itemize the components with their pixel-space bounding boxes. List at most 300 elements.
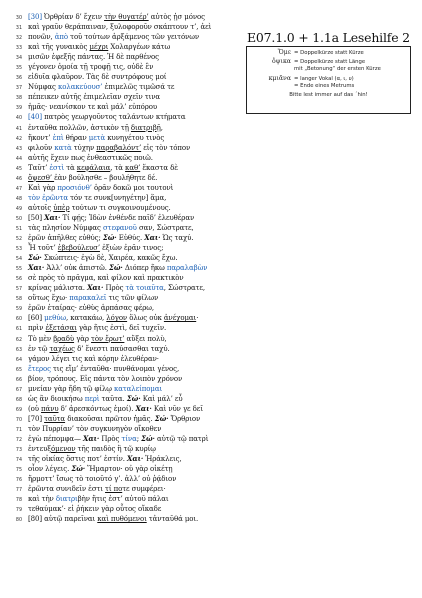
greek-text-block xyxy=(4,12,224,524)
text-line xyxy=(4,374,224,384)
line-text xyxy=(28,82,174,92)
text-segment: κατὰ xyxy=(54,143,72,152)
text-line xyxy=(4,82,224,92)
text-line xyxy=(4,112,224,122)
text-segment: τεθαύμακ’· εἰ ῥήκειν γὰρ οὗτος οἴκαδε xyxy=(28,505,162,514)
line-number: 41 xyxy=(15,126,22,132)
text-segment: [70] xyxy=(28,414,45,423)
text-line xyxy=(4,474,224,484)
text-line xyxy=(4,243,224,253)
text-segment: κολακεύουσ’ xyxy=(58,83,103,92)
line-number: 70 xyxy=(15,417,22,423)
text-segment: ἐνταῦθα πολλῶν, ἀστικὸν τῇ xyxy=(28,123,131,132)
line-text xyxy=(28,273,184,283)
text-segment: [40] xyxy=(28,113,45,122)
line-text xyxy=(28,233,193,243)
text-segment: ἐβεβούλευσ’ xyxy=(57,244,100,253)
line-text xyxy=(28,62,153,72)
line-text xyxy=(28,72,166,82)
text-segment: ἀπὸ xyxy=(54,33,69,42)
line-number: 38 xyxy=(15,96,22,102)
line-text xyxy=(28,404,203,414)
line-number: 78 xyxy=(15,498,22,504)
text-segment: ἡμᾶς· νεανίσκον τε καὶ μάλ’ εὐπόρου xyxy=(28,103,158,112)
text-segment: ἐστὶ xyxy=(49,163,65,172)
text-segment: ἐγὼ πέπομφα— xyxy=(28,434,84,443)
line-number: 68 xyxy=(15,397,22,403)
line-text xyxy=(28,213,194,223)
text-segment: βὴν ἥτις ἐστ’ αὐτοῦ πάλαι xyxy=(77,495,169,504)
text-segment: πέπεικεν αὐτῆς ἐπιμελεῖαν σχεῖν τινα xyxy=(28,93,161,102)
line-number: 31 xyxy=(15,26,22,32)
line-number: 39 xyxy=(15,106,22,112)
text-line xyxy=(4,22,224,32)
legend-value: mit „Betonung“ der ersten Kürze xyxy=(294,66,381,73)
line-number: 74 xyxy=(15,458,22,464)
text-segment: καὶ γραῦν θεράπαιναν, ξυλοφοροῦν σκάπτουν τ’, ἀεὶ xyxy=(28,23,212,32)
text-segment: Πρὸς xyxy=(103,284,126,293)
text-line xyxy=(4,384,224,394)
text-segment: μεθύω xyxy=(44,314,66,323)
speaker-label: Σώ· xyxy=(141,433,155,443)
text-line xyxy=(4,153,224,163)
text-segment: πρὶν xyxy=(28,324,46,333)
text-segment: τί πο xyxy=(105,485,123,494)
line-number: 46 xyxy=(15,176,22,182)
line-number: 51 xyxy=(15,226,22,232)
text-line xyxy=(4,102,224,112)
text-line xyxy=(4,203,224,213)
text-segment: καὶ τὴν xyxy=(28,495,56,504)
line-number: 49 xyxy=(15,206,22,212)
text-segment: μετὰ xyxy=(88,133,106,142)
text-segment: (οὐ xyxy=(28,404,42,413)
text-segment: δ’ ἔνεστι παύσασθαι ταχύ. xyxy=(74,344,170,353)
text-segment: αὐτοῖς xyxy=(28,203,54,212)
speaker-label: Σώ· xyxy=(102,233,117,243)
text-segment: παρακαλεῖ xyxy=(69,294,107,303)
line-number: 80 xyxy=(15,518,22,524)
line-number: 75 xyxy=(15,468,22,474)
text-segment: τἀνταῦθά μοι. xyxy=(146,515,199,524)
text-segment: παραβαλόντ’ xyxy=(96,143,142,152)
text-segment: Σκώπτεις· ἐγὼ δὲ, Χαιρέα, κακῶς ἔχω. xyxy=(41,254,178,263)
text-segment: παραλαβὼν xyxy=(166,264,208,273)
text-line xyxy=(4,514,224,524)
text-line xyxy=(4,323,224,333)
line-number: 54 xyxy=(15,257,22,263)
line-number: 53 xyxy=(15,247,22,253)
line-number: 56 xyxy=(15,277,22,283)
text-segment: τοῦ τούτων ἀρξάμενος τῶν γειτόνων xyxy=(68,33,199,42)
text-line xyxy=(4,123,224,133)
line-text xyxy=(28,243,163,253)
line-text xyxy=(28,303,154,313)
line-number: 64 xyxy=(15,357,22,363)
line-number: 59 xyxy=(15,307,22,313)
text-line xyxy=(4,213,224,223)
line-text xyxy=(28,183,173,193)
text-segment: κυνηγέτου τινὸς xyxy=(105,133,165,142)
text-segment: τὸν Πυρρίαν xyxy=(28,424,72,433)
line-text xyxy=(28,143,190,153)
line-text xyxy=(28,454,182,464)
line-text xyxy=(28,374,182,384)
text-segment: λόγον xyxy=(106,314,128,323)
text-line xyxy=(4,484,224,494)
text-segment: διακοῦσαι πρῶτον ἡμᾶς. xyxy=(65,414,155,423)
text-segment: στεφανοῦ xyxy=(103,223,137,232)
text-segment: αὐτῆς ἔχειν πως ἐνθεαστικῶς ποιῶ. xyxy=(28,153,153,162)
line-text xyxy=(28,32,199,42)
text-line xyxy=(4,52,224,62)
text-segment: ἐὰν βούλησθε – βουλήθητε δέ. xyxy=(54,173,158,182)
line-number: 45 xyxy=(15,166,22,172)
legend-key: κμιᾶνα xyxy=(268,74,291,82)
line-text xyxy=(28,223,194,233)
text-segment: τούτων τι συγκοινουμένους. xyxy=(69,203,171,212)
text-segment: προσιόνθ’ xyxy=(57,183,92,192)
line-text xyxy=(28,42,170,52)
text-segment: πονῶν, xyxy=(28,33,55,42)
line-text xyxy=(28,253,177,263)
line-number: 34 xyxy=(15,56,22,62)
text-line xyxy=(4,32,224,42)
text-line xyxy=(4,334,224,344)
speaker-label: Χαι· xyxy=(127,454,144,464)
text-segment: οὕτως ἔχω· xyxy=(28,294,70,303)
text-segment: , xyxy=(160,123,163,132)
line-number: 44 xyxy=(15,156,22,162)
text-line xyxy=(4,143,224,153)
line-text xyxy=(28,163,178,173)
text-segment: Διόπερ ἥκω xyxy=(122,264,167,273)
line-text xyxy=(28,384,162,394)
text-segment: Ἦ τοῦτ’ xyxy=(28,244,58,253)
text-segment: τὴν θυγατέρ’ xyxy=(104,13,149,21)
text-segment: σὲ πρὸς τὸ πρᾶγμα, καὶ φίλον καὶ πρακτικὸν xyxy=(28,274,184,283)
line-number: 50 xyxy=(15,216,22,222)
text-line xyxy=(4,364,224,374)
text-segment: ὄψεσθ’ xyxy=(28,173,55,182)
line-text xyxy=(28,52,159,62)
legend-box xyxy=(246,46,411,114)
document-title: E07.1.0 + 1.1a Lesehilfe 2 xyxy=(247,30,410,45)
text-line xyxy=(4,504,224,514)
text-segment: ταχέως xyxy=(49,344,75,353)
line-text xyxy=(28,514,198,524)
text-segment: τὸν ἔρωτ’ xyxy=(91,334,125,343)
line-number: 77 xyxy=(15,488,22,494)
line-text xyxy=(28,494,168,504)
line-text xyxy=(28,394,183,404)
text-line xyxy=(4,133,224,143)
text-segment: Τί φῄς; Ἰδὼν ἐνθένδε παῖδ’ ἐλευθέραν xyxy=(60,213,195,222)
text-segment: ἐρῶν ἑταίρας· εὐθὺς ἁρπάσας φέρω, xyxy=(28,304,154,313)
text-segment: τὰ xyxy=(64,163,77,172)
text-line xyxy=(4,464,224,474)
legend-row xyxy=(251,49,406,58)
legend-row xyxy=(251,58,406,67)
text-line xyxy=(4,92,224,102)
legend-value: = Doppelkürze statt Kürze xyxy=(294,50,364,56)
text-segment: · xyxy=(196,314,199,323)
text-segment: ὡς ἂν διοικήσω xyxy=(28,394,85,403)
line-text xyxy=(28,112,185,122)
line-text xyxy=(28,203,171,213)
line-number: 40 xyxy=(15,116,22,122)
text-segment: Καὶ νῦν γε δεῖ xyxy=(151,404,203,413)
text-segment: τὰς πλησίον Νύμφας xyxy=(28,223,103,232)
text-line xyxy=(4,173,224,183)
text-line xyxy=(4,444,224,454)
text-segment: περὶ xyxy=(84,394,100,403)
text-segment: ὁρᾶν δοκῶ μοι τουτονὶ xyxy=(91,183,174,192)
text-segment: ἐξιὼν ἐρᾶν τινος; xyxy=(99,244,164,253)
speaker-label: Σώ· xyxy=(154,413,169,423)
text-segment: πάνυ xyxy=(41,404,59,413)
text-segment: φιλοῦν xyxy=(28,143,55,152)
text-segment: ἐντευξ xyxy=(28,445,52,454)
speaker-label: Χαι· xyxy=(87,283,104,293)
text-segment: τε συμφέρει· xyxy=(122,485,166,494)
text-segment: θήραν xyxy=(63,133,89,142)
line-number: 76 xyxy=(15,478,22,484)
line-number: 35 xyxy=(15,66,22,72)
text-segment: , τὰ xyxy=(110,163,126,172)
line-number: 48 xyxy=(15,196,22,202)
text-segment: Καὶ γὰρ xyxy=(28,183,58,192)
text-segment: ἐπὶ xyxy=(52,133,64,142)
text-segment: ἥρμοττ’ ἴσως τὸ τοιοῦτό γ’. ἀλλ’ οὐ ῥᾴδιον xyxy=(28,475,177,484)
legend-value: = langer Vokal (α, ι, υ) xyxy=(294,75,354,82)
text-segment: ταῦτα xyxy=(44,414,66,423)
text-segment: διατριβῇ xyxy=(130,123,161,132)
line-text xyxy=(28,464,172,474)
text-segment: κεφάλαια xyxy=(76,163,111,172)
line-text xyxy=(28,434,208,444)
line-number: 63 xyxy=(15,347,22,353)
text-segment: Ὄρθριον xyxy=(168,414,201,423)
text-segment: τὸν ἐρῶντα xyxy=(28,193,69,202)
text-segment: ὑπὲρ xyxy=(53,203,70,212)
line-text xyxy=(28,504,161,514)
text-segment: Χολαργέων κάτω xyxy=(108,43,171,52)
line-text xyxy=(28,22,211,32)
line-number: 58 xyxy=(15,297,22,303)
text-segment: γὰρ xyxy=(74,334,92,343)
line-number: 79 xyxy=(15,508,22,514)
text-line xyxy=(4,163,224,173)
text-segment: αὐτῷ τῷ πατρὶ xyxy=(154,434,209,443)
text-segment: μέχρι xyxy=(89,43,109,52)
line-number: 30 xyxy=(15,16,22,21)
text-segment: [60] xyxy=(28,314,45,323)
line-text xyxy=(28,263,207,273)
line-text xyxy=(28,313,198,323)
speaker-label: Χαι· xyxy=(135,403,152,413)
line-text xyxy=(28,414,200,424)
text-segment: τῆς παιδὸς ἢ τῷ κυρίῳ xyxy=(75,445,156,454)
text-segment: τόν τε συνκ[υνηγέτην] ἅμα, xyxy=(68,193,167,202)
text-line xyxy=(4,394,224,404)
text-segment: διατρι xyxy=(55,495,78,504)
legend-row xyxy=(251,66,406,75)
line-text xyxy=(28,354,159,364)
line-text xyxy=(28,133,164,143)
text-line xyxy=(4,253,224,263)
text-segment: Τὸ μὲν xyxy=(28,334,54,343)
text-line xyxy=(4,424,224,434)
line-number: 62 xyxy=(15,337,22,343)
text-segment: τίνα xyxy=(121,434,137,443)
line-text xyxy=(28,92,160,102)
text-segment: τύχην xyxy=(71,143,97,152)
line-number: 69 xyxy=(15,407,22,413)
text-segment: γέγονεν ὁμοία τῇ τροφῇ τις, οὐδὲ ἓν xyxy=(28,63,154,72)
line-number: 33 xyxy=(15,46,22,52)
text-segment: όμενον xyxy=(51,445,76,454)
text-segment: ἐπιμελῶς τιμῶσά τε xyxy=(102,83,175,92)
line-text xyxy=(28,474,176,484)
line-number: 73 xyxy=(15,448,22,454)
speaker-label: Σώ· xyxy=(109,263,123,273)
line-text xyxy=(28,364,179,374)
text-segment: Καὶ μάλ’ εὖ xyxy=(140,394,183,403)
text-segment: ’ xyxy=(71,424,74,433)
text-segment: δ’ ἀρεσκόντως ἐμοί). xyxy=(58,404,136,413)
line-number: 32 xyxy=(15,36,22,42)
line-text xyxy=(28,334,167,344)
line-number: 60 xyxy=(15,317,22,323)
text-segment: πατρὸς γεωργοῦντος ταλάντων κτήματα xyxy=(44,113,186,122)
text-segment: Ἡράκλεις, xyxy=(143,455,182,464)
legend-row xyxy=(251,83,406,92)
text-segment: μνείαν γὰρ ἤδη τῷ φίλῳ xyxy=(28,384,114,393)
line-text xyxy=(28,293,158,303)
text-line xyxy=(4,72,224,82)
legend-row xyxy=(251,75,406,84)
text-line xyxy=(4,454,224,464)
legend-value: = Ende eines Metrums xyxy=(294,83,355,90)
line-number: 42 xyxy=(15,136,22,142)
text-segment: τὸν συγκυνηγὸν οἴκοθεν xyxy=(73,424,162,433)
text-segment: ὅλως οὐκ xyxy=(127,314,164,323)
text-segment: [50] xyxy=(28,213,45,222)
text-segment: ἐν τῷ xyxy=(28,344,50,353)
line-text xyxy=(28,12,205,22)
text-segment: [30] xyxy=(28,13,45,21)
text-segment: μισῶν ἐφεξῆς πάντας. Ἡ δὲ παρθένος xyxy=(28,53,159,62)
text-line xyxy=(4,273,224,283)
text-segment: ἀνέχομαι xyxy=(163,314,197,323)
text-segment: [80] xyxy=(28,515,45,524)
text-line xyxy=(4,62,224,72)
text-segment: ἥκοντ’ xyxy=(28,133,53,142)
text-segment: κρίνας μάλιστα. xyxy=(28,284,88,293)
text-line xyxy=(4,263,224,273)
text-line xyxy=(4,344,224,354)
text-segment: Ὡς ταχύ. xyxy=(160,234,194,243)
text-segment: ἐρῶν ἀπῆλθες εὐθύς; xyxy=(28,234,103,243)
speaker-label: Σώ· xyxy=(126,393,141,403)
text-segment: γάμον λέγει τις καὶ κόρην ἐλευθέραν· xyxy=(28,354,159,363)
line-number: 36 xyxy=(15,76,22,82)
text-line xyxy=(4,414,224,424)
text-segment: Ἥμαρτον· οὐ γὰρ οἰκέτῃ xyxy=(85,465,173,474)
line-text xyxy=(28,193,166,203)
legend-note: Bitte lest immer auf das ´hin! xyxy=(289,91,368,98)
line-number: 57 xyxy=(15,287,22,293)
text-segment: τῆς οἰκίας ὅστις ποτ’ ἐστίν. xyxy=(28,455,128,464)
line-text xyxy=(28,344,170,354)
line-number: 67 xyxy=(15,387,22,393)
text-segment: , κατακάω, xyxy=(65,314,107,323)
text-segment: ἕκαστα δὲ xyxy=(140,163,178,172)
line-number: 37 xyxy=(15,86,22,92)
text-segment: καταλείπομαι xyxy=(113,384,163,393)
text-segment: Εὐθύς. xyxy=(116,234,145,243)
text-line xyxy=(4,434,224,444)
text-line xyxy=(4,233,224,243)
text-segment: καθ’ xyxy=(125,163,141,172)
legend-key: Ὅμε xyxy=(277,49,291,56)
text-segment: Ὀρθρίαν δ’ ἔχειν xyxy=(44,13,105,21)
line-text xyxy=(28,444,156,454)
line-number: 65 xyxy=(15,367,22,373)
speaker-label: Χαι· xyxy=(83,433,100,443)
line-text xyxy=(28,283,205,293)
line-text xyxy=(28,323,166,333)
text-line xyxy=(4,303,224,313)
text-segment: ἐξετάσαι xyxy=(45,324,77,333)
text-segment: Ἀλλ’ οὐκ ἀπιστῶ. xyxy=(44,264,110,273)
text-line xyxy=(4,12,224,22)
line-number: 47 xyxy=(15,186,22,192)
text-segment: , Σώστρατε, xyxy=(163,284,206,293)
text-segment: Πρὸς xyxy=(99,434,122,443)
line-number: 55 xyxy=(15,267,22,273)
legend-value: = Doppelkürze statt Länge xyxy=(294,58,366,65)
text-segment: γὰρ ἥτις ἐστὶ, δεῖ τυχεῖν. xyxy=(76,324,167,333)
text-segment: Ταῦτ’ xyxy=(28,163,50,172)
line-number: 61 xyxy=(15,327,22,333)
line-number: 71 xyxy=(15,427,22,433)
text-segment: αὐτῷ παρεῖναι xyxy=(44,515,98,524)
text-line xyxy=(4,283,224,293)
text-segment: ἕτερος xyxy=(28,364,51,373)
legend-key: ὄψικα xyxy=(271,57,291,65)
text-segment: εἰς τὸν τόπον xyxy=(141,143,191,152)
speaker-label: Σώ· xyxy=(71,464,86,474)
line-text xyxy=(28,102,157,112)
speaker-label: Χαι· xyxy=(44,212,61,222)
text-segment: καὶ πυθόμενοι xyxy=(97,515,147,524)
text-segment: εἰδυῖα φλαῦρον. Τὰς δὲ συντρόφους μοί xyxy=(28,73,167,82)
speaker-label: Χαι· xyxy=(28,263,45,273)
line-number: 66 xyxy=(15,377,22,383)
text-segment: τις εἴμ’ ἐνταῦθα· πυνθάνομαι γένος, xyxy=(50,364,180,373)
text-segment: σαν, Σώστρατε, xyxy=(136,223,194,232)
text-line xyxy=(4,313,224,323)
text-line xyxy=(4,354,224,364)
line-text xyxy=(28,123,163,133)
text-segment: αὔξει πολὺ, xyxy=(124,334,167,343)
speaker-label: Χαι· xyxy=(144,233,161,243)
text-segment: τὰ τοιαῦτα xyxy=(125,284,164,293)
text-line xyxy=(4,494,224,504)
line-number: 43 xyxy=(15,146,22,152)
